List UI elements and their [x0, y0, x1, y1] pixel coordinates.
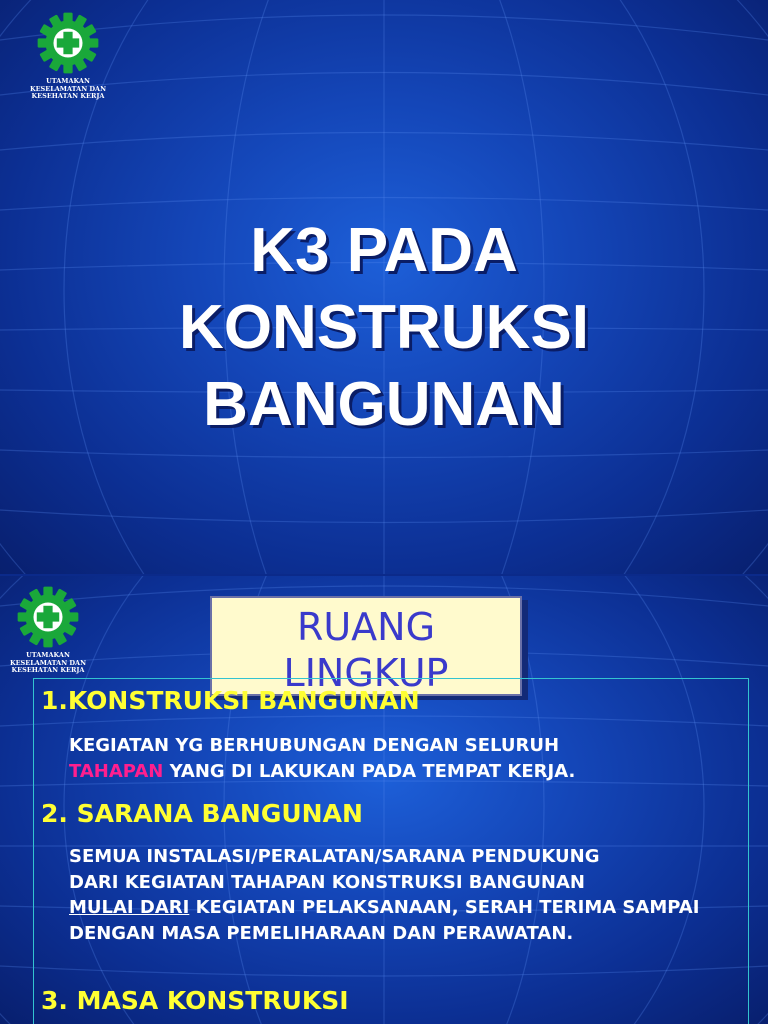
section-heading: 1.KONSTRUKSI BANGUNAN	[41, 686, 420, 715]
section-body-line	[69, 759, 739, 785]
box-title-line: RUANG	[296, 605, 436, 649]
body-text: KEGIATAN PELAKSANAAN, SERAH TERIMA SAMPAI DENGAN MASA PEMELIHARAAN DAN PERAWATAN.	[69, 897, 700, 944]
k3-logo	[0, 584, 100, 675]
logo-caption-line: KESEHATAN KERJA	[11, 666, 85, 674]
logo-caption-line: UTAMAKAN	[46, 77, 90, 85]
section-body-line	[69, 895, 739, 946]
underlined-text: MULAI DARI	[69, 897, 190, 918]
k3-logo	[16, 10, 120, 101]
section-body-line: DARI KEGIATAN TAHAPAN KONSTRUKSI BANGUNAN	[69, 871, 585, 893]
section-body-line: SEMUA INSTALASI/PERALATAN/SARANA PENDUKUNG	[69, 846, 600, 867]
k3-gear-cross-icon	[15, 584, 81, 650]
k3-gear-cross-icon	[35, 10, 101, 76]
box-title-line: LINGKUP	[283, 651, 449, 695]
section-body	[69, 733, 739, 784]
slide-title-line: BANGUNAN	[203, 370, 565, 439]
logo-caption	[16, 78, 120, 101]
logo-caption-line: UTAMAKAN	[26, 651, 70, 659]
scope-slide	[0, 576, 768, 1024]
logo-caption	[0, 652, 100, 675]
logo-caption-line: KESEHATAN KERJA	[31, 92, 105, 100]
section-heading: 3. MASA KONSTRUKSI	[41, 986, 349, 1015]
section-heading: 2. SARANA BANGUNAN	[41, 799, 363, 828]
section-body	[69, 844, 739, 946]
slide-title	[40, 212, 728, 443]
highlight-word: TAHAPAN	[69, 760, 164, 782]
section-body-line: KEGIATAN YG BERHUBUNGAN DENGAN SELURUH	[69, 735, 560, 756]
logo-caption-line: KESELAMATAN DAN	[29, 84, 107, 93]
logo-caption-line: KESELAMATAN DAN	[9, 658, 87, 667]
slide-title-line: K3 PADA	[250, 216, 518, 285]
body-text: YANG DI LAKUKAN PADA TEMPAT KERJA.	[163, 760, 576, 782]
slide-title-line: KONSTRUKSI	[179, 293, 589, 362]
